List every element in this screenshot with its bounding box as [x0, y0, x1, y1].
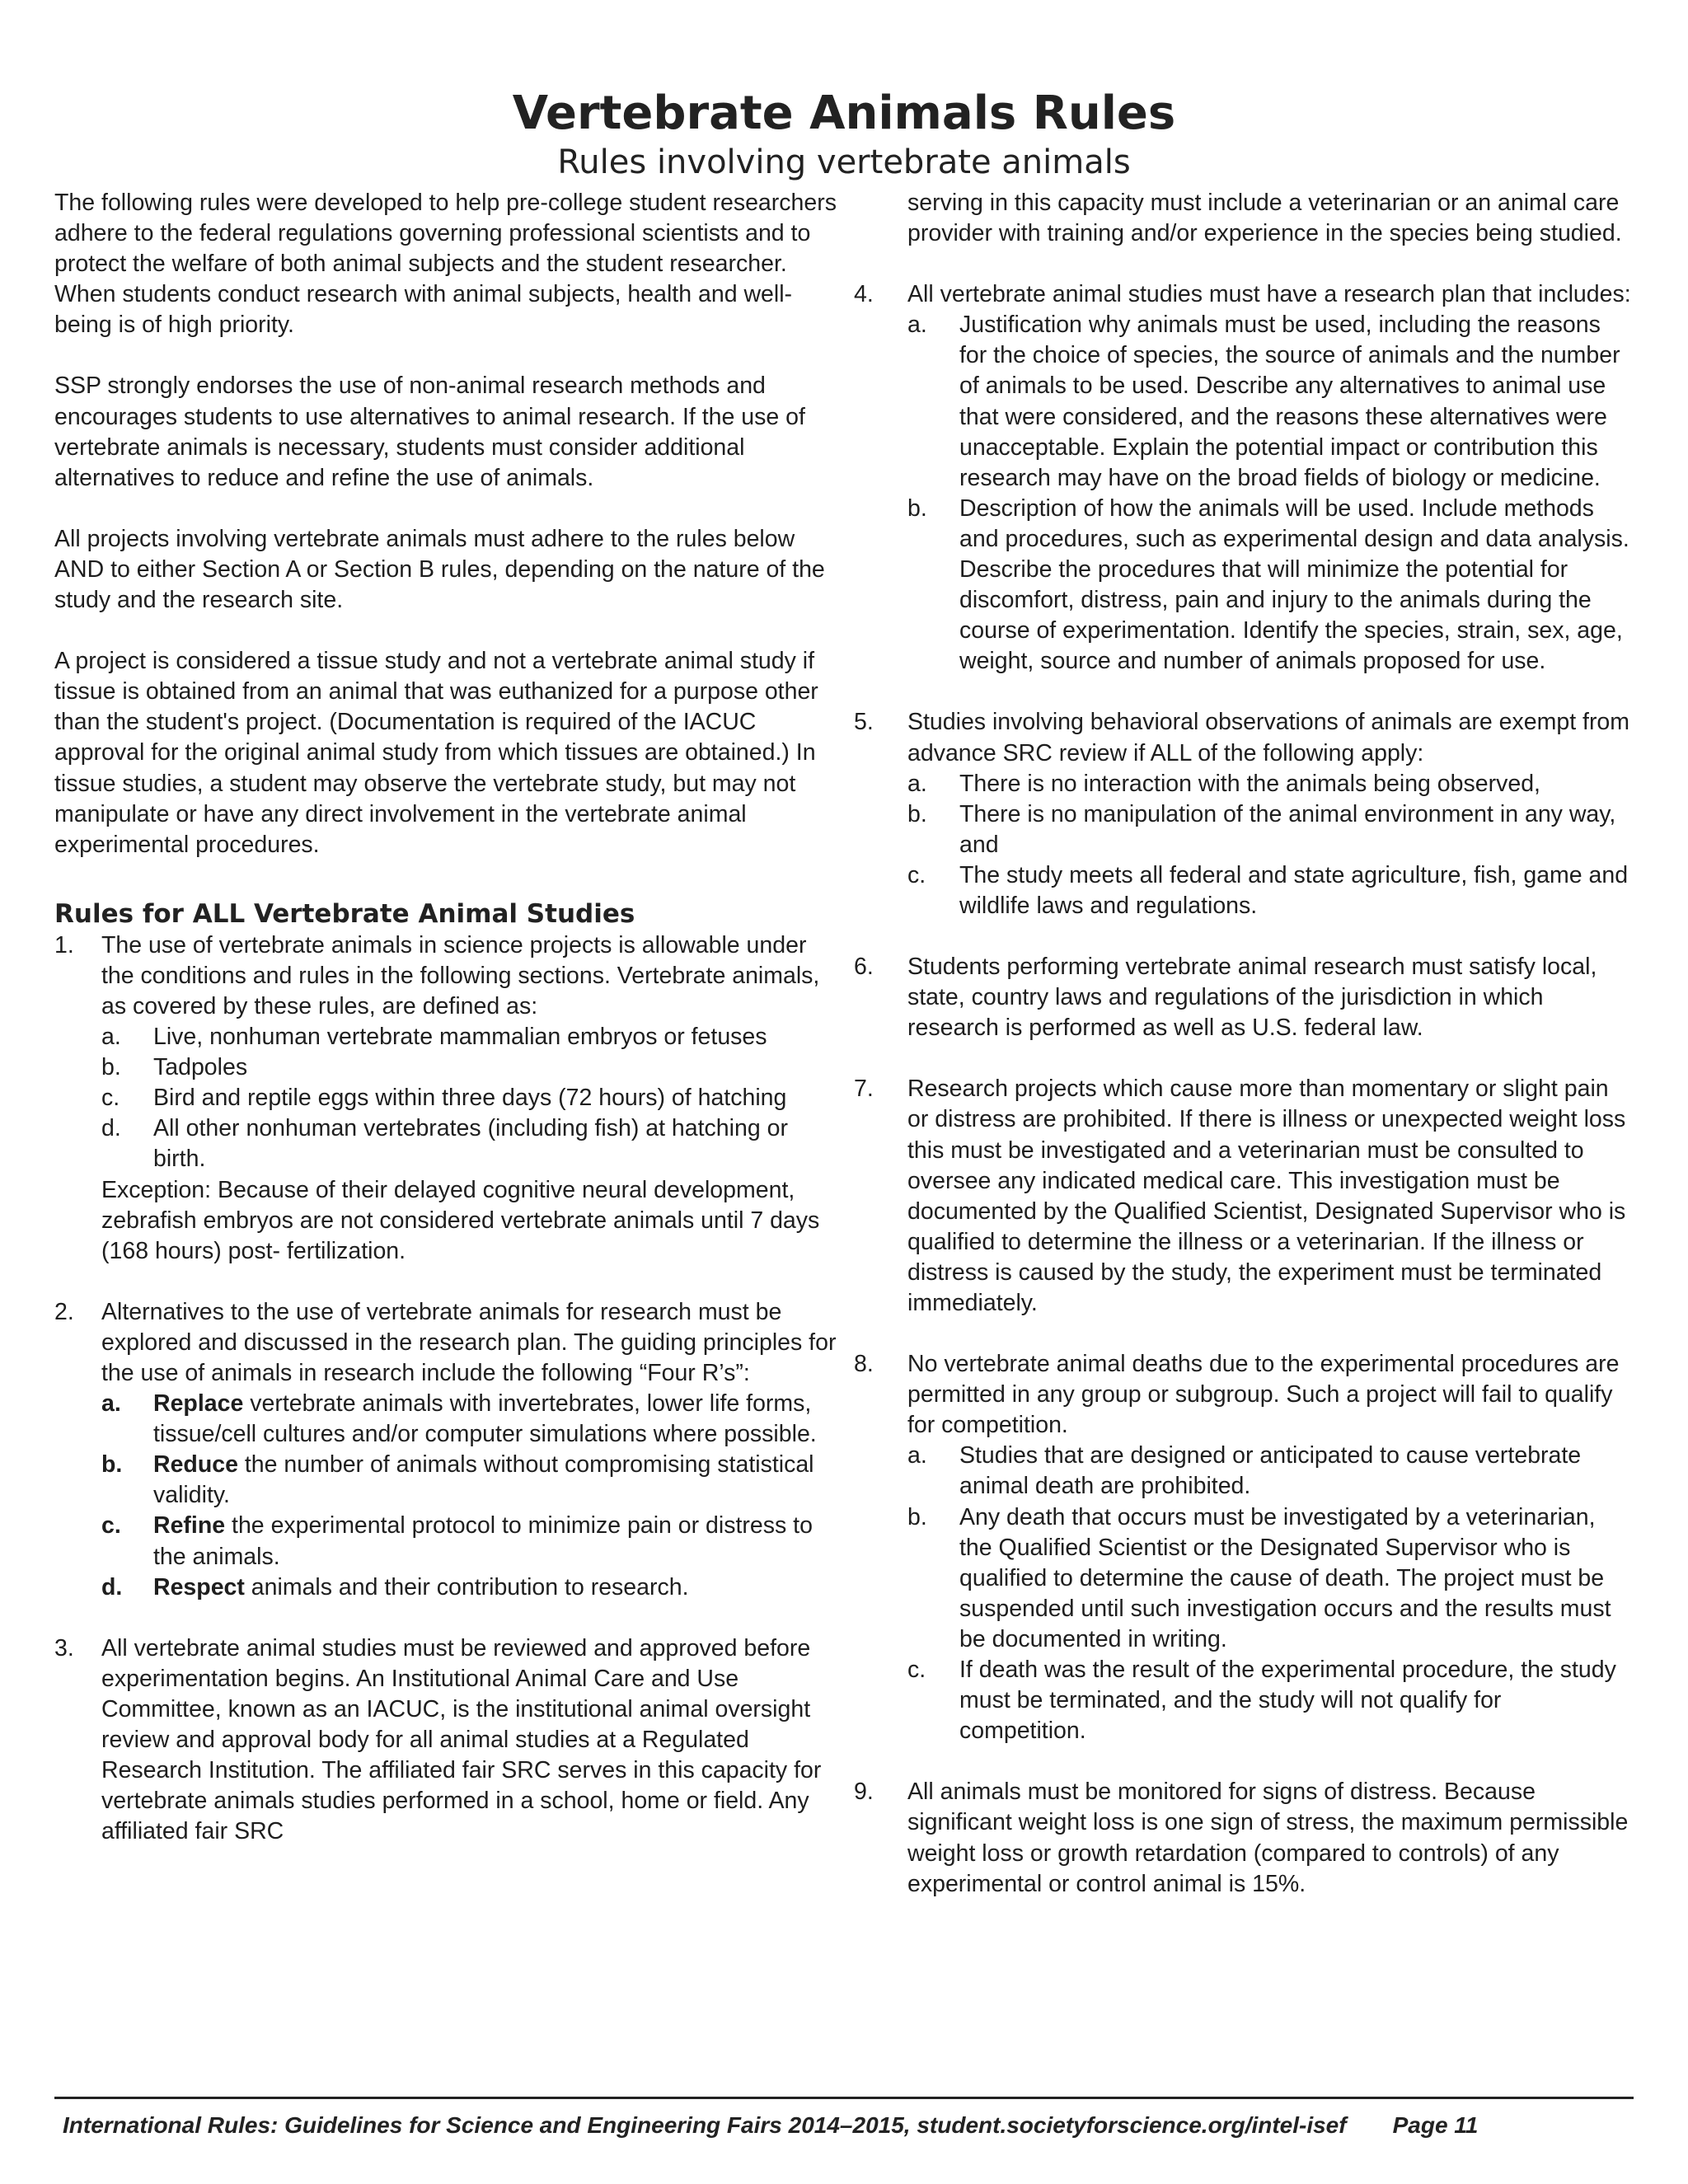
intro-paragraph: The following rules were developed to help pre-college student researchers adhere to the federal regulations governing professional scientists and to protect the welfare of both animal subjects and the student researcher. When students conduct research with animal subjects, health and well-being is of high priority. [54, 190, 837, 339]
footer-text: International Rules: Guidelines for Science and Engineering Fairs 2014–2015, student.societyforscience.org/intel-isef [63, 2112, 1347, 2138]
rule-text: No vertebrate animal deaths due to the experimental procedures are permitted in any group or subgroup. Such a project will fail to qualify for competition. [907, 1351, 1620, 1439]
item-text: There is no manipulation of the animal environment in any way, and [959, 800, 1616, 858]
item-letter: b. [907, 800, 927, 827]
intro-paragraph: SSP strongly endorses the use of non-animal research methods and encourages students to use alternatives to animal research. If the use of vertebrate animals is necessary, students must consider additional alternatives to reduce and refine the use of animals. [54, 373, 805, 491]
page-subtitle: Rules involving vertebrate animals [557, 143, 1131, 181]
item-letter: a. [907, 312, 927, 339]
footer-divider [54, 2097, 1634, 2099]
item-term: Replace [153, 1390, 244, 1418]
rule-number: 9. [854, 1779, 874, 1806]
item-letter: a. [101, 1390, 121, 1418]
rule-text: Studies involving behavioral observations of animals are exempt from advance SRC review if ALL of the following apply: [907, 709, 1630, 766]
item-letter: b. [101, 1054, 121, 1081]
rule-9 [854, 1777, 1634, 1899]
rule-text: Students performing vertebrate animal research must satisfy local, state, country laws and regulations of the jurisdiction in which research is performed as well as U.S. federal law. [907, 954, 1597, 1042]
list-item [101, 1450, 837, 1511]
list-item [907, 494, 1634, 677]
rule-text: Research projects which cause more than momentary or slight pain or distress are prohibited. If there is illness or unexpected weight loss this must be investigated and a veterinarian must be consulted to oversee any indicated medical care. This investigation must be documented by the Qualified Scientist, Designated Supervisor who is qualified to determine the illness or a veterinarian. If the illness or distress is caused by the study, the experiment must be terminated immediately. [907, 1076, 1626, 1316]
rule-6 [854, 952, 1634, 1043]
page-title: Vertebrate Animals Rules [512, 87, 1176, 140]
item-text: Studies that are designed or anticipated to cause vertebrate animal death are prohibited. [959, 1442, 1582, 1500]
rule-3-continued [854, 188, 1634, 249]
rule-number: 5. [854, 709, 874, 736]
item-text: If death was the result of the experimental procedure, the study must be terminated, and the study will not qualify for competition. [959, 1657, 1616, 1745]
item-text: vertebrate animals with invertebrates, lower life forms, tissue/cell cultures and/or computer simulations where possible. [153, 1390, 817, 1448]
item-letter: c. [101, 1512, 121, 1540]
rule-7 [854, 1074, 1634, 1319]
intro-paragraph: A project is considered a tissue study and not a vertebrate animal study if tissue is obtained from an animal that was euthanized for a purpose other than the student's project. (Documentation is required of the IACUC approval for the original animal study from which tissues are obtained.) In tissue studies, a student may observe the vertebrate study, but may not manipulate or have any direct involvement in the vertebrate animal experimental procedures. [54, 648, 818, 858]
section-heading: Rules for ALL Vertebrate Animal Studies [54, 898, 635, 929]
rule-number: 2. [54, 1298, 74, 1325]
rule-text: serving in this capacity must include a veterinarian or an animal care provider with training and/or experience in the species being studied. [907, 190, 1622, 247]
item-letter: c. [907, 861, 926, 888]
item-text: There is no interaction with the animals being observed, [959, 770, 1540, 797]
item-text: animals and their contribution to research. [244, 1573, 689, 1601]
rule-4 [854, 279, 1634, 677]
item-letter: c. [907, 1657, 926, 1684]
rule-1 [54, 930, 837, 1267]
list-item [907, 310, 1634, 494]
rule-text: The use of vertebrate animals in science projects is allowable under the conditions and rules in the following sections. Vertebrate animals, as covered by these rules, are defined as: [101, 931, 820, 1019]
list-item [907, 769, 1634, 799]
list-item [101, 1511, 837, 1572]
list-item [907, 860, 1634, 921]
list-item [907, 1655, 1634, 1746]
item-text: the number of animals without compromising statistical validity. [153, 1451, 814, 1509]
rule-text: All vertebrate animal studies must be reviewed and approved before experimentation begins. An Institutional Animal Care and Use Committee, known as an IACUC, is the institutional animal oversight review and approval body for all animal studies at a Regulated Research Institution. The affiliated fair SRC serves in this capacity for vertebrate animals studies performed in a school, home or field. Any affiliated fair SRC [101, 1634, 822, 1845]
item-text: the experimental protocol to minimize pain or distress to the animals. [153, 1512, 813, 1570]
rule-5 [854, 707, 1634, 921]
exception-note: Exception: Because of their delayed cognitive neural development, zebrafish embryos are not considered vertebrate animals until 7 days (168 hours) post- fertilization. [101, 1176, 820, 1264]
intro-paragraph: All projects involving vertebrate animals must adhere to the rules below AND to either Section A or Section B rules, depending on the nature of the study and the research site. [54, 525, 825, 614]
list-item [101, 1113, 837, 1174]
item-letter: a. [907, 1442, 927, 1469]
rule-8 [854, 1349, 1634, 1746]
item-text: All other nonhuman vertebrates (including fish) at hatching or birth. [153, 1115, 788, 1173]
rule-2 [54, 1297, 837, 1603]
item-text: Description of how the animals will be used. Include methods and procedures, such as experimental design and data analysis. Describe the procedures that will minimize the potential for discomfort, distress, pain and injury to the animals during the course of experimentation. Identify the species, strain, sex, age, weight, source and number of animals proposed for use. [959, 494, 1629, 675]
item-text: Live, nonhuman vertebrate mammalian embryos or fetuses [153, 1024, 767, 1051]
list-item [101, 1083, 837, 1113]
rule-number: 3. [54, 1634, 74, 1661]
right-column [854, 188, 1634, 1900]
list-item [101, 1389, 837, 1450]
rule-3 [54, 1633, 837, 1848]
list-item [907, 1441, 1634, 1502]
rule-number: 7. [854, 1076, 874, 1103]
item-text: Any death that occurs must be investigated by a veterinarian, the Qualified Scientist or the Designated Supervisor who is qualified to determine the cause of death. The project must be suspended until such investigation occurs and the results must be documented in writing. [959, 1503, 1611, 1652]
item-term: Refine [153, 1512, 226, 1540]
page-footer [63, 2111, 1478, 2140]
item-letter: d. [101, 1115, 121, 1142]
list-item [101, 1022, 837, 1052]
rule-number: 4. [854, 281, 874, 308]
item-letter: a. [907, 770, 927, 797]
list-item [101, 1572, 837, 1603]
item-letter: d. [101, 1573, 123, 1601]
rule-text: All vertebrate animal studies must have a research plan that includes: [907, 281, 1631, 308]
item-letter: b. [907, 1503, 927, 1530]
rule-number: 6. [854, 954, 874, 981]
item-letter: c. [101, 1085, 120, 1112]
item-text: Tadpoles [153, 1054, 248, 1081]
page-number: Page 11 [1392, 2112, 1479, 2138]
item-text: Justification why animals must be used, including the reasons for the choice of species, the source of animals and the number of animals to be used. Describe any alternatives to animal use that were considered, and the reasons these alternatives were unacceptable. Explain the potential impact or contribution this research may have on the broad fields of biology or medicine. [959, 312, 1620, 491]
item-letter: a. [101, 1024, 121, 1051]
list-item [101, 1052, 837, 1083]
item-text: Bird and reptile eggs within three days (72 hours) of hatching [153, 1085, 787, 1112]
rule-number: 8. [854, 1351, 874, 1378]
item-text: The study meets all federal and state agriculture, fish, game and wildlife laws and regulations. [959, 861, 1629, 919]
list-item [907, 799, 1634, 860]
item-term: Reduce [153, 1451, 238, 1479]
item-letter: b. [101, 1451, 123, 1479]
item-letter: b. [907, 494, 927, 522]
rule-text: All animals must be monitored for signs of distress. Because significant weight loss is one sign of stress, the maximum permissible weight loss or growth retardation (compared to controls) of any experimental or control animal is 15%. [907, 1779, 1629, 1897]
item-term: Respect [153, 1573, 245, 1601]
left-column [54, 188, 837, 1847]
rule-text: Alternatives to the use of vertebrate animals for research must be explored and discussed in the research plan. The guiding principles for the use of animals in research include the following “Four R’s”: [101, 1298, 837, 1386]
rule-number: 1. [54, 931, 74, 958]
list-item [907, 1502, 1634, 1655]
